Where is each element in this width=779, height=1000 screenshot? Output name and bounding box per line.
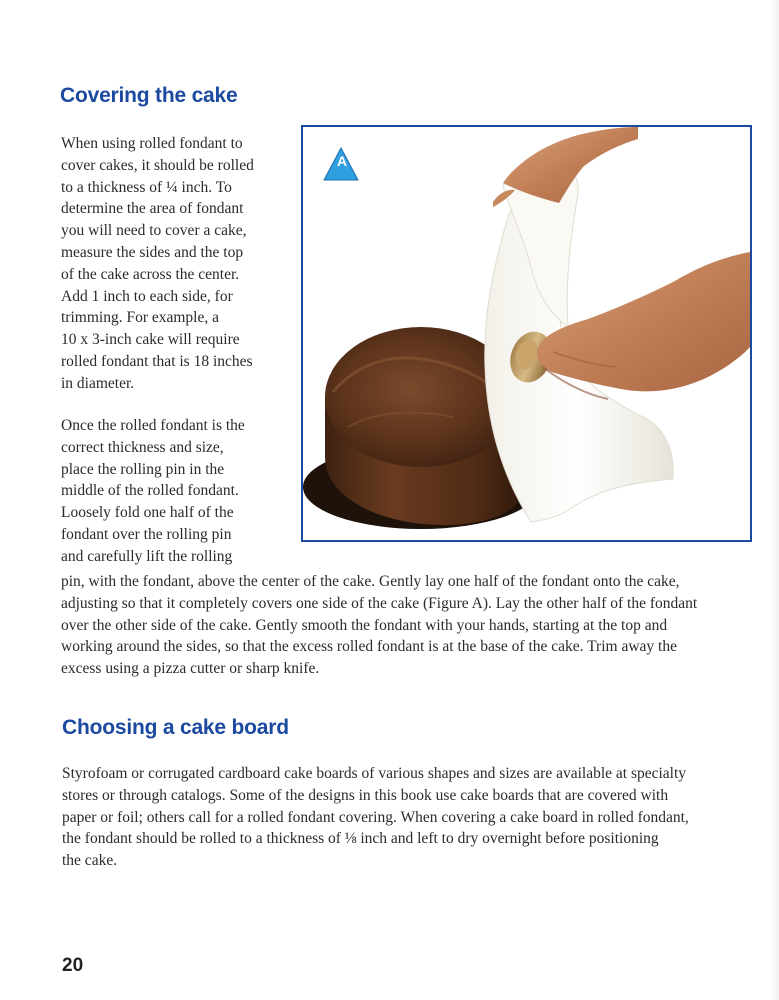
figure-a-photo: [301, 125, 752, 542]
paragraph-rolling-pin-narrow: [61, 415, 245, 568]
text-line: determine the area of fondant: [61, 200, 244, 218]
text-line: fondant over the rolling pin: [61, 525, 232, 543]
text-line: the fondant should be rolled to a thickness of ⅛ inch and left to dry overnight before positioning: [62, 830, 659, 848]
text-line: middle of the rolled fondant.: [61, 482, 239, 500]
page-number: 20: [62, 955, 84, 976]
text-line: Styrofoam or corrugated cardboard cake boards of various shapes and sizes are available at specialty: [62, 765, 687, 782]
figure-badge-label: A: [336, 153, 348, 169]
paragraph-fondant-thickness: [61, 133, 254, 395]
text-line: Once the rolled fondant is the: [61, 417, 245, 434]
cake-photo-illustration: [303, 127, 750, 540]
text-line: place the rolling pin in the: [61, 460, 225, 478]
text-line: rolled fondant that is 18 inches: [61, 352, 253, 370]
text-line: to a thickness of ¼ inch. To: [61, 178, 232, 196]
text-line: over the other side of the cake. Gently smooth the fondant with your hands, starting at the top and: [61, 616, 668, 634]
text-line: adjusting so that it completely covers one side of the cake (Figure A). Lay the other half of the fondant: [61, 594, 698, 612]
text-line: excess using a pizza cutter or sharp knife.: [61, 660, 320, 678]
text-line: When using rolled fondant to: [61, 135, 243, 152]
paragraph-cake-board: [62, 763, 689, 872]
text-line: the cake.: [62, 852, 118, 870]
text-line: 10 x 3-inch cake will require: [61, 331, 240, 349]
text-line: of the cake across the center.: [61, 265, 240, 283]
text-line: pin, with the fondant, above the center of the cake. Gently lay one half of the fondant onto the cake,: [61, 573, 680, 590]
text-line: measure the sides and the top: [61, 243, 244, 261]
text-line: Add 1 inch to each side, for: [61, 287, 233, 305]
text-line: paper or foil; others call for a rolled fondant covering. When covering a cake board in rolled fondant,: [62, 808, 689, 826]
lower-hand: [537, 252, 750, 391]
text-line: cover cakes, it should be rolled: [61, 156, 254, 174]
section-heading-choosing-a-cake-board: Choosing a cake board: [62, 716, 289, 739]
text-line: stores or through catalogs. Some of the designs in this book use cake boards that are covered with: [62, 786, 669, 804]
text-line: you will need to cover a cake,: [61, 222, 247, 240]
text-line: Loosely fold one half of the: [61, 504, 234, 522]
section-heading-covering-the-cake: Covering the cake: [60, 84, 238, 107]
text-line: in diameter.: [61, 374, 135, 392]
paragraph-rolling-pin-full-width: [61, 571, 697, 680]
text-line: correct thickness and size,: [61, 438, 224, 456]
text-line: working around the sides, so that the excess rolled fondant is at the base of the cake. Trim away the: [61, 638, 677, 656]
page-edge-shadow: [769, 0, 779, 1000]
text-line: trimming. For example, a: [61, 309, 219, 327]
text-line: and carefully lift the rolling: [61, 547, 233, 565]
